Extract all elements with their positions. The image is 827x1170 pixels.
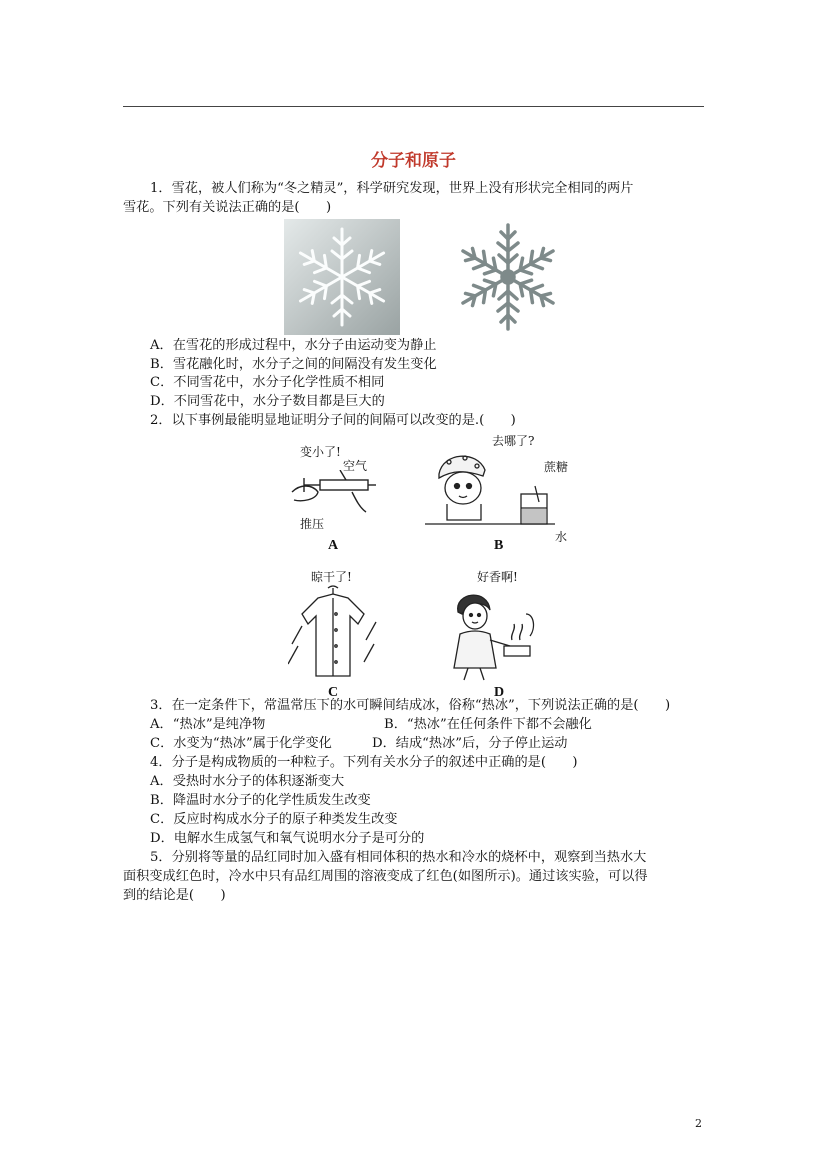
q5-stem-line3: 到的结论是( ) [123,888,226,903]
q3-option-d: D．结成“热冰”后，分子停止运动 [372,736,568,751]
q4-option-d: D．电解水生成氢气和氧气说明水分子是可分的 [150,831,425,846]
q5-stem-line2: 面积变成红色时，冷水中只有品红周围的溶液变成了红色(如图所示)。通过该实验，可以得 [123,869,648,884]
q1-option-d: D．不同雪花中，水分子数目都是巨大的 [150,394,385,409]
fig-b-sugar-label: 蔗糖 [544,460,569,474]
fig-d-caption: D [494,685,505,700]
fig-a-caption: A [328,538,339,553]
q4-option-c: C．反应时构成水分子的原子种类发生改变 [150,812,398,827]
fig-c-caption: C [328,685,339,700]
fig-a-bubble: 变小了! [300,445,341,459]
syringe-illustration [290,470,380,515]
q3-stem: 3．在一定条件下，常温常压下的水可瞬间结成冰，俗称“热冰”，下列说法正确的是( ) [150,698,671,713]
header-rule [123,106,704,107]
snowflake-photo-2 [440,219,576,335]
q1-option-c: C．不同雪花中，水分子化学性质不相同 [150,375,385,390]
fig-d-bubble: 好香啊! [477,570,518,584]
woman-cooking-illustration [440,584,540,684]
page-title: 分子和原子 [371,151,456,171]
q4-stem: 4．分子是构成物质的一种粒子。下列有关水分子的叙述中正确的是( ) [150,755,578,770]
q1-stem-line2: 雪花。下列有关说法正确的是( ) [123,200,332,215]
q1-option-a: A．在雪花的形成过程中，水分子由运动变为静止 [150,338,437,353]
q4-option-b: B．降温时水分子的化学性质发生改变 [150,793,371,808]
fig-b-caption: B [494,538,504,553]
fig-b-water-label: 水 [555,530,568,544]
q1-stem-line1: 1．雪花，被人们称为“冬之精灵”，科学研究发现，世界上没有形状完全相同的两片 [150,181,634,196]
q3-option-c: C．水变为“热冰”属于化学变化 [150,736,332,751]
girl-sugar-illustration [425,446,560,528]
q2-stem: 2．以下事例最能明显地证明分子间的间隔可以改变的是.( ) [150,413,516,428]
fig-c-bubble: 晾干了! [311,570,352,584]
page-number: 2 [695,1117,702,1130]
snowflake-photo-1 [284,219,400,335]
q4-option-a: A．受热时水分子的体积逐渐变大 [150,774,345,789]
q3-option-b: B．“热冰”在任何条件下都不会融化 [384,717,592,732]
fig-a-air-label: 空气 [343,459,368,473]
shirt-illustration [288,584,378,684]
q3-option-a: A．“热冰”是纯净物 [150,717,266,732]
q1-option-b: B．雪花融化时，水分子之间的间隔没有发生变化 [150,357,437,372]
fig-a-push-label: 推压 [300,517,325,531]
q5-stem-line1: 5．分别将等量的品红同时加入盛有相同体积的热水和冷水的烧杯中，观察到当热水大 [150,850,647,865]
fig-b-bubble: 去哪了? [492,434,535,448]
